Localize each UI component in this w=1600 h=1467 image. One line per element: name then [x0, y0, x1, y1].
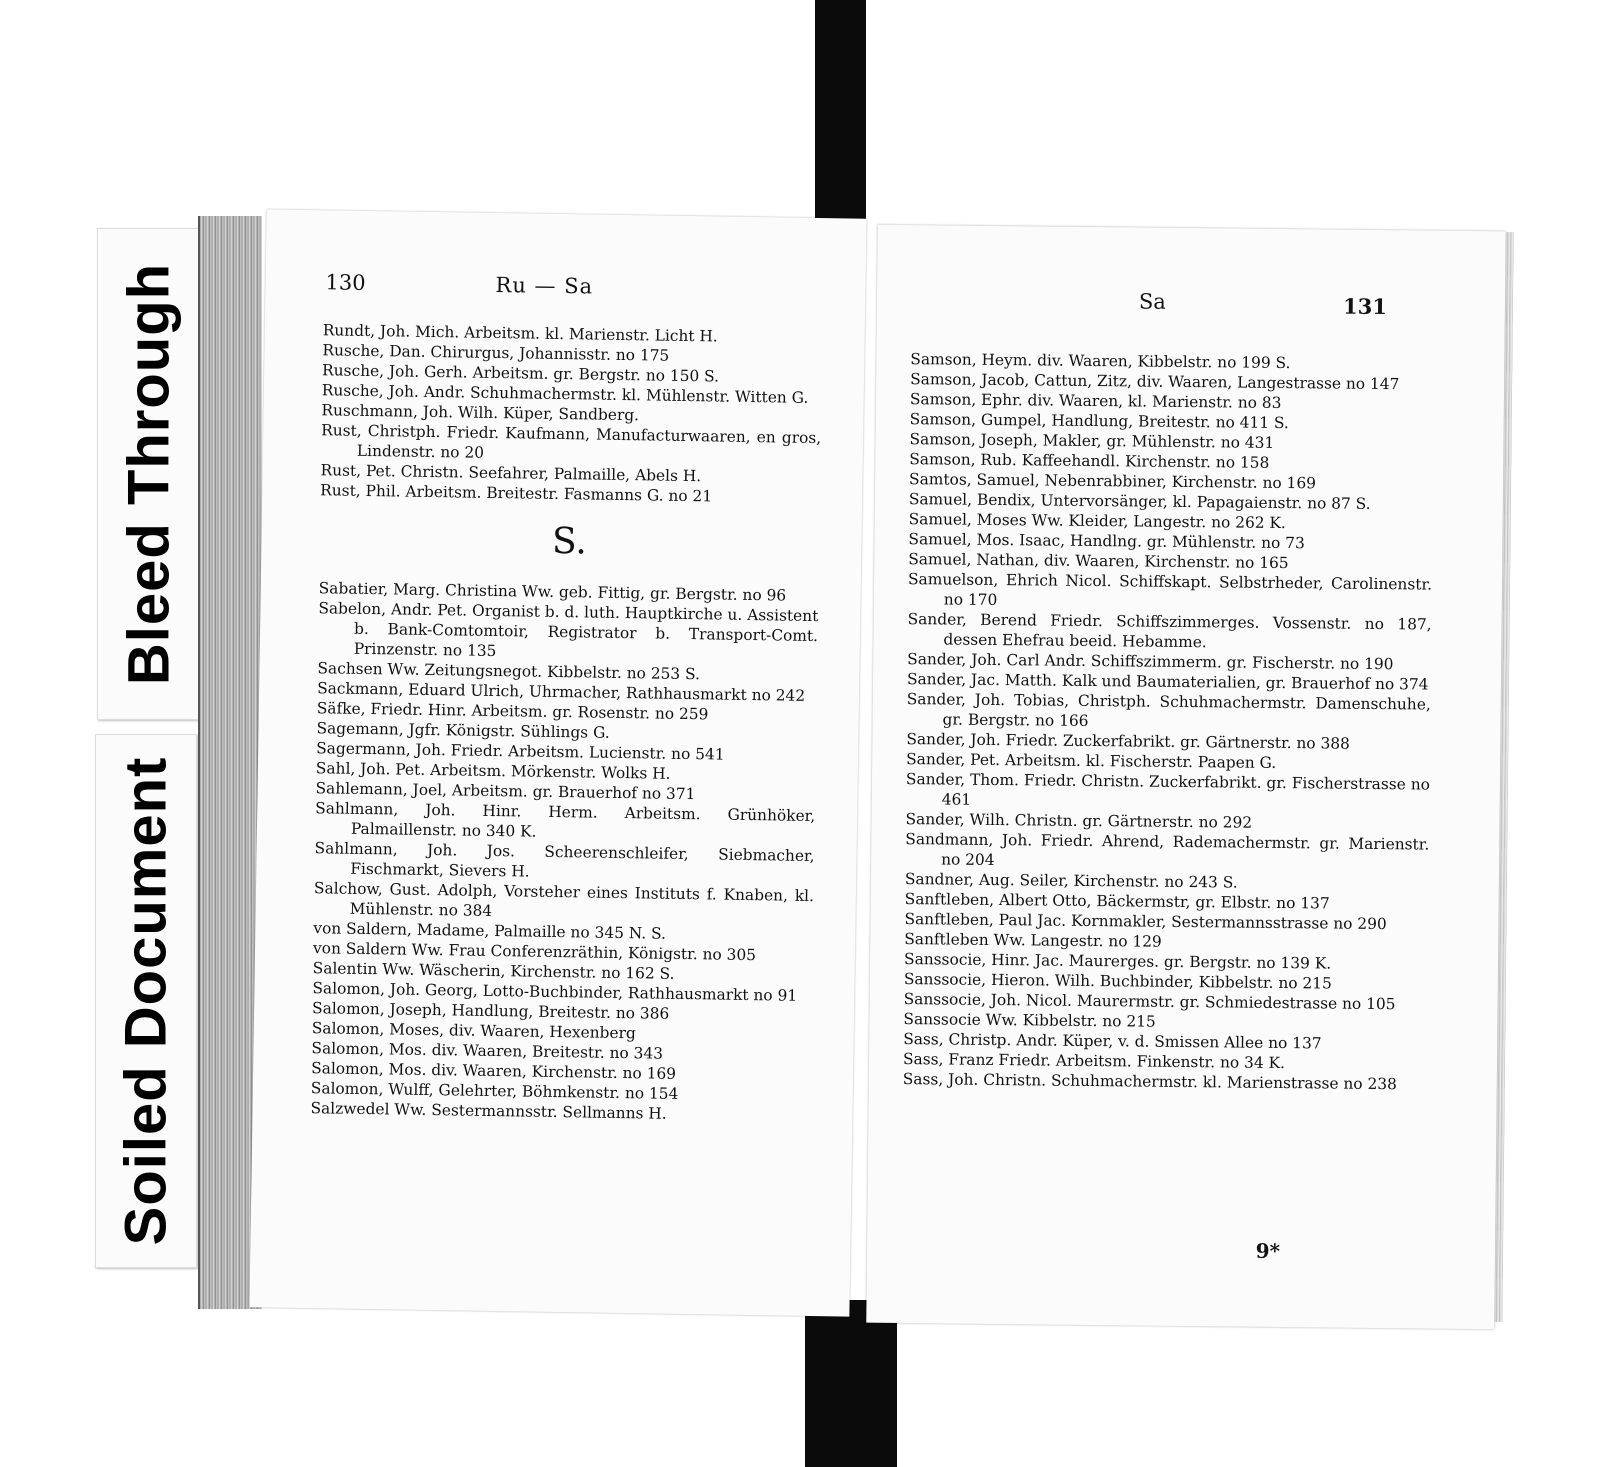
left-running-head: Ru — Sa — [495, 272, 594, 299]
directory-entry: Salomon, Joseph, Handlung, Breitestr. no 386 — [311, 999, 670, 1023]
bleed-through-label — [97, 228, 200, 720]
directory-entry: Sabelon, Andr. Pet. Organist b. d. luth. Hauptkirche u. Assistent b. Bank-Comtomtoir, Registrator b. Transport-Comt. Prinzenstr. no 135 — [318, 599, 819, 661]
directory-entry: von Saldern, Madame, Palmaille no 345 N. S. — [313, 919, 667, 943]
section-letter: S. — [551, 520, 588, 563]
left-page — [249, 209, 866, 1316]
soiled-document-label — [95, 734, 197, 1268]
directory-entry: Rusche, Dan. Chirurgus, Johannisstr. no 175 — [322, 341, 670, 365]
directory-entry: Sanssocie, Joh. Nicol. Maurermstr. gr. Schmiedestrasse no 105 — [903, 990, 1396, 1014]
book-support-strip-bottom — [805, 1300, 897, 1467]
directory-entry: Rust, Christph. Friedr. Kaufmann, Manufacturwaaren, en gros, Lindenstr. no 20 — [321, 421, 822, 462]
directory-entry: Samuel, Moses Ww. Kleider, Langestr. no 262 K. — [908, 510, 1286, 533]
directory-entry: Samson, Rub. Kaffeehandl. Kirchenstr. no 158 — [909, 450, 1270, 472]
directory-entry: Sanssocie, Hieron. Wilh. Buchbinder, Kibbelstr. no 215 — [903, 970, 1332, 993]
directory-entry: Salomon, Mos. div. Waaren, Kirchenstr. no 169 — [311, 1059, 677, 1083]
directory-entry: Sander, Joh. Carl Andr. Schiffszimmerm. gr. Fischerstr. no 190 — [907, 650, 1394, 674]
directory-entry: Sanssocie Ww. Kibbelstr. no 215 — [903, 1010, 1156, 1031]
directory-entry: Sander, Thom. Friedr. Christn. Zuckerfabrikt. gr. Fischerstrasse no 461 — [905, 770, 1431, 809]
directory-entry: Sagemann, Jgfr. Königstr. Sühlings G. — [316, 719, 610, 742]
directory-entry: Samson, Joseph, Makler, gr. Mühlenstr. no 431 — [909, 430, 1275, 452]
left-page-header — [265, 269, 865, 308]
directory-entry: Samson, Ephr. div. Waaren, kl. Marienstr. no 83 — [909, 390, 1282, 412]
directory-entry: Sander, Berend Friedr. Schiffszimmerges. Vossenstr. no 187, dessen Ehefrau beeid. Hebamme. — [907, 610, 1432, 652]
directory-entry: Samuelson, Ehrich Nicol. Schiffskapt. Selbstrheder, Carolinenstr. no 170 — [907, 570, 1433, 610]
left-entries — [310, 320, 822, 1126]
directory-entry: Sahlmann, Joh. Hinr. Herm. Arbeitsm. Grünhöker, Palmaillenstr. no 340 K. — [315, 799, 816, 841]
directory-entry: Salomon, Mos. div. Waaren, Breitestr. no 343 — [311, 1039, 664, 1063]
directory-entry: Salomon, Wulff, Gelehrter, Böhmkenstr. no 154 — [310, 1079, 679, 1103]
directory-entry: Samuel, Mos. Isaac, Handlng. gr. Mühlenstr. no 73 — [908, 530, 1305, 553]
directory-entry: Sanftleben, Albert Otto, Bäckermstr, gr. Elbstr. no 137 — [904, 890, 1330, 913]
directory-entry: Sanftleben Ww. Langestr. no 129 — [904, 930, 1162, 951]
directory-entry: Säfke, Friedr. Hinr. Arbeitsm. gr. Rosenstr. no 259 — [316, 699, 709, 724]
right-entries — [903, 349, 1435, 1094]
directory-entry: Sanftleben, Paul Jac. Kornmakler, Sestermannsstrasse no 290 — [904, 910, 1387, 934]
directory-entry: Sabatier, Marg. Christina Ww. geb. Fittig, gr. Bergstr. no 96 — [318, 579, 787, 605]
directory-entry: Salchow, Gust. Adolph, Vorsteher eines Instituts f. Knaben, kl. Mühlenstr. no 384 — [313, 879, 815, 920]
directory-entry: Sahlemann, Joel, Arbeitsm. gr. Brauerhof no 371 — [315, 779, 696, 804]
directory-entry: Sandner, Aug. Seiler, Kirchenstr. no 243 S. — [904, 870, 1238, 892]
bleed-through-text: Bleed Through — [116, 262, 181, 686]
directory-entry: Sagermann, Joh. Friedr. Arbeitsm. Lucienstr. no 541 — [316, 739, 725, 764]
directory-entry: Samuel, Bendix, Untervorsänger, kl. Papagaienstr. no 87 S. — [908, 490, 1371, 513]
directory-entry: Sander, Wilh. Christn. gr. Gärtnerstr. no 292 — [905, 810, 1253, 832]
directory-entry: Sass, Franz Friedr. Arbeitsm. Finkenstr. no 34 K. — [902, 1050, 1286, 1073]
directory-entry: Sass, Christp. Andr. Küper, v. d. Smissen Allee no 137 — [903, 1030, 1322, 1053]
directory-entry: Sanssocie, Hinr. Jac. Maurerges. gr. Bergstr. no 139 K. — [903, 950, 1332, 973]
directory-entry: Ruschmann, Joh. Wilh. Küper, Sandberg. — [321, 401, 640, 425]
right-page-number: 131 — [1342, 293, 1388, 320]
left-entries-after — [310, 578, 818, 1126]
left-entries-before — [320, 320, 823, 508]
directory-entry: von Saldern Ww. Frau Conferenzräthin, Königstr. no 305 — [312, 939, 757, 965]
right-page — [866, 225, 1505, 1330]
directory-entry: Samson, Gumpel, Handlung, Breitestr. no 411 S. — [909, 410, 1289, 433]
directory-entry: Rundt, Joh. Mich. Arbeitsm. kl. Marienstr. Licht H. — [322, 321, 718, 346]
directory-entry: Sandmann, Joh. Friedr. Ahrend, Rademachermstr. gr. Marienstr. no 204 — [905, 830, 1430, 869]
directory-entry: Sackmann, Eduard Ulrich, Uhrmacher, Rathhausmarkt no 242 — [317, 679, 806, 705]
directory-entry: Sander, Jac. Matth. Kalk und Baumaterialien, gr. Brauerhof no 374 — [906, 670, 1429, 694]
directory-entry: Rusche, Joh. Andr. Schuhmachermstr. kl. Mühlenstr. Witten G. — [321, 381, 809, 407]
directory-entry: Samtos, Samuel, Nebenrabbiner, Kirchenstr. no 169 — [909, 470, 1317, 493]
directory-entry: Salomon, Joh. Georg, Lotto-Buchbinder, Rathhausmarkt no 91 — [312, 979, 798, 1005]
directory-entry: Samuel, Nathan, div. Waaren, Kirchenstr. no 165 — [908, 550, 1289, 573]
directory-entry: Salomon, Moses, div. Waaren, Hexenberg — [311, 1019, 636, 1043]
directory-entry: Rust, Pet. Christn. Seefahrer, Palmaille, Abels H. — [320, 461, 702, 486]
directory-entry: Rusche, Joh. Gerh. Arbeitsm. gr. Bergstr. no 150 S. — [321, 361, 720, 386]
directory-entry: Samson, Heym. div. Waaren, Kibbelstr. no 199 S. — [910, 350, 1291, 373]
directory-entry: Sachsen Ww. Zeitungsnegot. Kibbelstr. no 253 S. — [317, 659, 701, 684]
right-page-header — [877, 285, 1505, 322]
directory-entry: Sander, Joh. Friedr. Zuckerfabrikt. gr. Gärtnerstr. no 388 — [906, 730, 1350, 753]
directory-entry: Sass, Joh. Christn. Schuhmachermstr. kl. Marienstrasse no 238 — [902, 1070, 1397, 1094]
left-page-number: 130 — [325, 270, 366, 295]
directory-entry: Sahl, Joh. Pet. Arbeitsm. Mörkenstr. Wolks H. — [315, 759, 671, 783]
directory-entry: Salentin Ww. Wäscherin, Kirchenstr. no 162 S. — [312, 959, 675, 983]
directory-entry: Sahlmann, Joh. Jos. Scheerenschleifer, Siebmacher, Fischmarkt, Sievers H. — [314, 839, 815, 881]
soiled-document-text: Soiled Document — [113, 756, 179, 1246]
signature-mark: 9* — [1255, 1238, 1281, 1264]
directory-entry: Rust, Phil. Arbeitsm. Breitestr. Fasmanns G. no 21 — [320, 481, 713, 506]
directory-entry: Sander, Joh. Tobias, Christph. Schuhmachermstr. Damenschuhe, gr. Bergstr. no 166 — [906, 690, 1431, 730]
right-running-head: Sa — [1138, 289, 1167, 314]
directory-entry: Sander, Pet. Arbeitsm. kl. Fischerstr. Paapen G. — [906, 750, 1277, 772]
directory-entry: Salzwedel Ww. Sestermannsstr. Sellmanns H. — [310, 1099, 667, 1123]
directory-entry: Samson, Jacob, Cattun, Zitz, div. Waaren, Langestrasse no 147 — [910, 370, 1400, 394]
book-support-strip-top — [815, 0, 866, 222]
